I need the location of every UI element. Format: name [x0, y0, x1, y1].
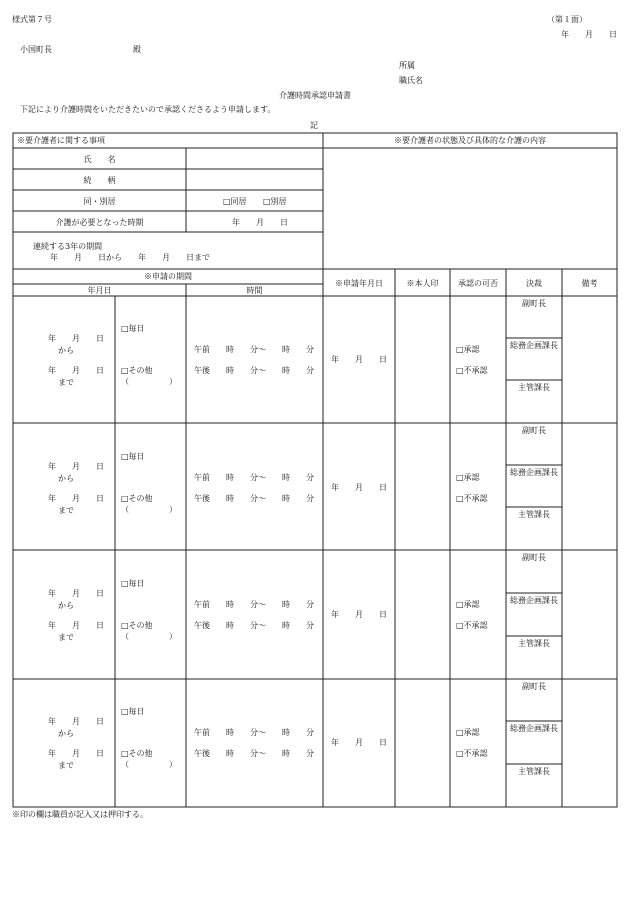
entry2-approver-deputy-mayor: 副町長 — [522, 426, 546, 435]
entry2-from-suffix: から — [58, 474, 74, 483]
ki-label: 記 — [310, 121, 318, 130]
entry2-approver-section-chief: 主管課長 — [518, 510, 550, 519]
entry4-apply-date[interactable]: 年 月 日 — [331, 738, 387, 747]
label-residence: 同・別居 — [83, 197, 116, 206]
entry1-to-date[interactable]: 年 月 日 — [48, 366, 104, 375]
affiliation-label: 所属 — [399, 61, 415, 70]
entry2-apply-date[interactable]: 年 月 日 — [331, 483, 387, 492]
entry1-seal-area[interactable] — [396, 297, 449, 422]
entry3-to-date[interactable]: 年 月 日 — [48, 621, 104, 630]
entry1-am-time[interactable]: 午前 時 分～ 時 分 — [194, 345, 314, 354]
remarks-col-header: 備考 — [581, 279, 598, 288]
entry1-daily[interactable]: □毎日 — [121, 324, 145, 333]
label-name: 氏 名 — [83, 155, 116, 164]
entry4-daily[interactable]: □毎日 — [121, 707, 145, 716]
date-col-header: 年月日 — [87, 286, 112, 295]
entry1-other[interactable]: □その他 — [121, 366, 153, 375]
period-label: 連続する3年の期間 — [33, 242, 103, 251]
entry2-daily[interactable]: □毎日 — [121, 452, 145, 461]
entry2-approve[interactable]: □承認 — [456, 473, 480, 482]
option-separate-residence[interactable]: □別居 — [263, 197, 287, 206]
entry4-other-paren[interactable]: （ ） — [121, 760, 177, 769]
entry4-approver-deputy-mayor: 副町長 — [522, 682, 546, 691]
entry1-from-date[interactable]: 年 月 日 — [48, 334, 104, 343]
entry3-to-suffix: まで — [58, 633, 74, 642]
form-title: 介護時間承認申請書 — [279, 91, 351, 100]
option-same-residence[interactable]: □同居 — [223, 197, 247, 206]
entry1-approve[interactable]: □承認 — [456, 345, 480, 354]
seal-col-header: ※本人印 — [406, 279, 439, 288]
entry4-to-date[interactable]: 年 月 日 — [48, 749, 104, 758]
apply-date-col-header: ※申請年月日 — [335, 279, 383, 288]
approval-col-header: 承認の可否 — [458, 279, 498, 288]
condition-heading: ※要介護者の状態及び具体的な介護の内容 — [394, 136, 546, 145]
entry4-approve[interactable]: □承認 — [456, 728, 480, 737]
entry3-reject[interactable]: □不承認 — [456, 621, 488, 630]
entry3-pm-time[interactable]: 午後 時 分～ 時 分 — [194, 621, 314, 630]
entry3-approver-deputy-mayor: 副町長 — [522, 553, 546, 562]
entry4-seal-area[interactable] — [396, 680, 449, 806]
label-relationship: 続 柄 — [83, 176, 116, 185]
entry4-am-time[interactable]: 午前 時 分～ 時 分 — [194, 728, 314, 737]
footnote: ※印の欄は職員が記入又は押印する。 — [12, 810, 148, 819]
entry4-other[interactable]: □その他 — [121, 749, 153, 758]
entry4-approver-general-affairs: 総務企画課長 — [510, 724, 558, 733]
name-label: 職氏名 — [399, 76, 423, 85]
label-care-start: 介護が必要となった時期 — [55, 218, 144, 227]
entry3-from-date[interactable]: 年 月 日 — [48, 589, 104, 598]
entry1-approver-deputy-mayor: 副町長 — [522, 299, 546, 308]
entry2-reject[interactable]: □不承認 — [456, 494, 488, 503]
entry1-apply-date[interactable]: 年 月 日 — [331, 355, 387, 364]
period-value[interactable]: 年 月 日から 年 月 日まで — [50, 253, 210, 262]
entry2-other[interactable]: □その他 — [121, 494, 153, 503]
entry4-approver-section-chief: 主管課長 — [518, 767, 550, 776]
entry2-pm-time[interactable]: 午後 時 分～ 時 分 — [194, 494, 314, 503]
entry4-from-date[interactable]: 年 月 日 — [48, 717, 104, 726]
entry3-am-time[interactable]: 午前 時 分～ 時 分 — [194, 600, 314, 609]
caregiving-heading: ※要介護者に関する事項 — [17, 136, 105, 145]
condition-content-area[interactable] — [324, 149, 616, 268]
entry1-from-suffix: から — [58, 346, 74, 355]
period-header: ※申請の期間 — [144, 272, 192, 281]
time-col-header: 時間 — [246, 286, 263, 295]
addressee-name: 小国町長 — [20, 45, 52, 54]
value-care-start[interactable]: 年 月 日 — [232, 218, 288, 227]
entry4-reject[interactable]: □不承認 — [456, 749, 488, 758]
form-number: 様式第７号 — [12, 15, 52, 24]
entry3-from-suffix: から — [58, 601, 74, 610]
entry3-other-paren[interactable]: （ ） — [121, 632, 177, 641]
entry1-other-paren[interactable]: （ ） — [121, 377, 177, 386]
entry2-am-time[interactable]: 午前 時 分～ 時 分 — [194, 473, 314, 482]
entry3-approver-section-chief: 主管課長 — [518, 639, 550, 648]
entry2-to-suffix: まで — [58, 506, 74, 515]
entry1-pm-time[interactable]: 午後 時 分～ 時 分 — [194, 366, 314, 375]
entry2-approver-general-affairs: 総務企画課長 — [510, 468, 558, 477]
entry3-daily[interactable]: □毎日 — [121, 579, 145, 588]
date-line[interactable]: 年 月 日 — [561, 30, 617, 39]
entry1-approver-section-chief: 主管課長 — [518, 383, 550, 392]
entry4-to-suffix: まで — [58, 761, 74, 770]
entry1-approver-general-affairs: 総務企画課長 — [510, 341, 558, 350]
entry3-seal-area[interactable] — [396, 551, 449, 678]
entry3-apply-date[interactable]: 年 月 日 — [331, 610, 387, 619]
decision-col-header: 決裁 — [526, 279, 542, 288]
entry1-reject[interactable]: □不承認 — [456, 366, 488, 375]
intro-text: 下記により介護時間をいただきたいので承認くださるよう申請します。 — [20, 105, 276, 114]
page-label: （第１面） — [547, 15, 587, 24]
entry4-from-suffix: から — [58, 729, 74, 738]
entry3-other[interactable]: □その他 — [121, 621, 153, 630]
entry1-to-suffix: まで — [58, 378, 74, 387]
entry4-pm-time[interactable]: 午後 時 分～ 時 分 — [194, 749, 314, 758]
entry3-approve[interactable]: □承認 — [456, 600, 480, 609]
entry2-to-date[interactable]: 年 月 日 — [48, 494, 104, 503]
entry2-seal-area[interactable] — [396, 424, 449, 549]
entry2-other-paren[interactable]: （ ） — [121, 505, 177, 514]
addressee-honorific: 殿 — [133, 45, 141, 54]
entry3-approver-general-affairs: 総務企画課長 — [510, 596, 558, 605]
entry2-from-date[interactable]: 年 月 日 — [48, 462, 104, 471]
